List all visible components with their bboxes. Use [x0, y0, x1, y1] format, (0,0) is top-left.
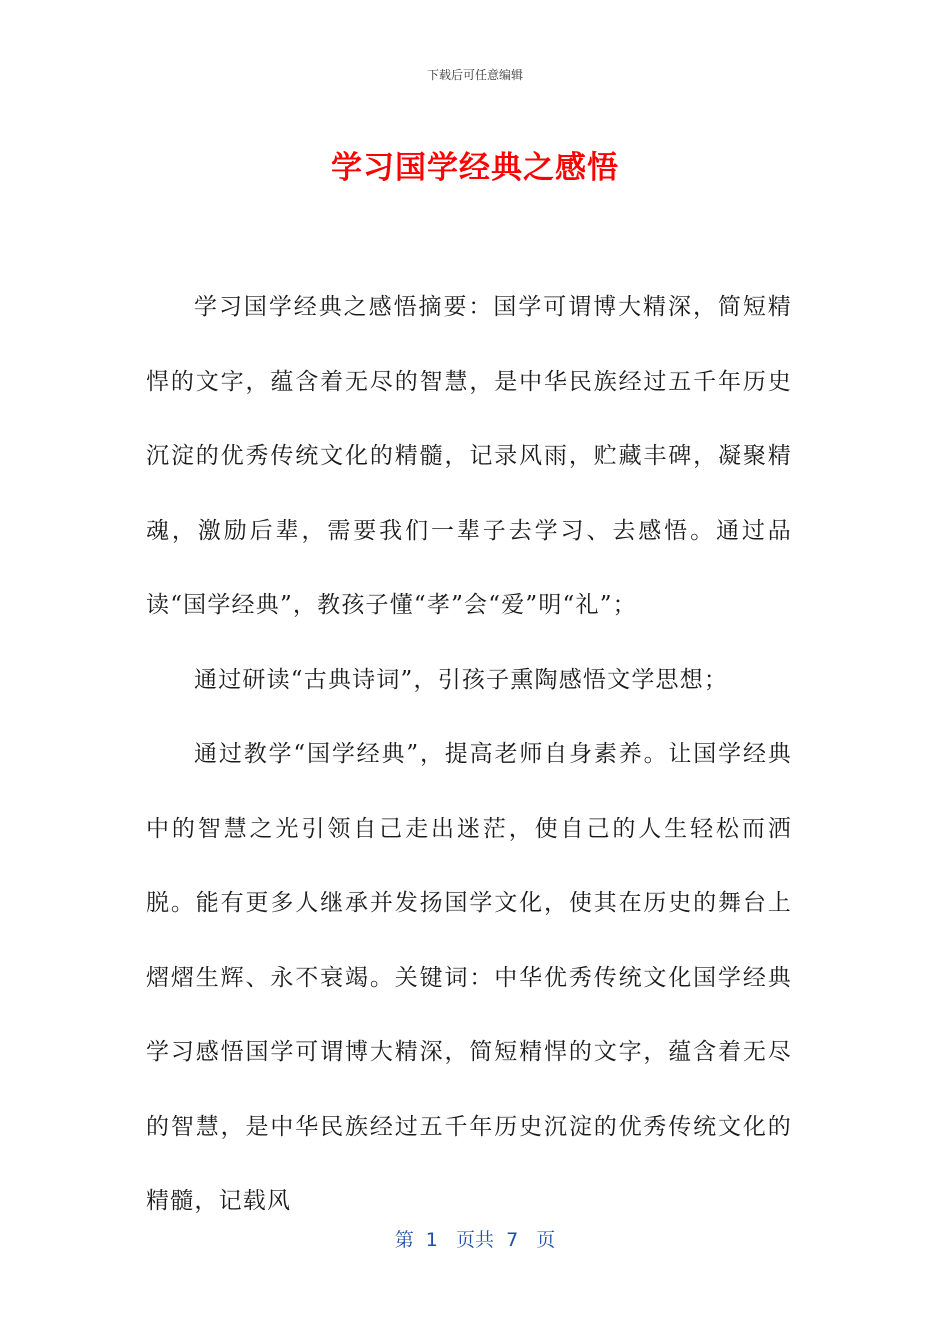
paragraph-3: 通过教学“国学经典”，提高老师自身素养。让国学经典中的智慧之光引领自己走出迷茫，使自己的人生轻松而洒脱。能有更多人继承并发扬国学文化，使其在历史的舞台上熠熠生辉、永不衰竭。关键词：中华优秀传统文化国学经典学习感悟国学可谓博大精深，简短精悍的文字，蕴含着无尽的智慧，是中华民族经过五千年历史沉淀的优秀传统文化的精髓，记载风: [146, 741, 792, 1214]
header-note: 下载后可任意编辑: [426, 68, 523, 82]
document-body: [146, 270, 792, 1239]
paragraph-2: 通过研读“古典诗词”，引孩子熏陶感悟文学思想；: [194, 666, 729, 693]
paragraph-1: 学习国学经典之感悟摘要：国学可谓博大精深，简短精悍的文字，蕴含着无尽的智慧，是中华民族经过五千年历史沉淀的优秀传统文化的精髓，记录风雨，贮藏丰碑，凝聚精魂，激励后辈，需要我们一辈子去学习、去感悟。通过品读“国学经典”，教孩子懂“孝”会“爱”明“礼”；: [146, 294, 792, 618]
document-title: 学习国学经典之感悟: [331, 150, 619, 186]
page-number-footer: 第 1 页共 7 页: [394, 1229, 556, 1251]
